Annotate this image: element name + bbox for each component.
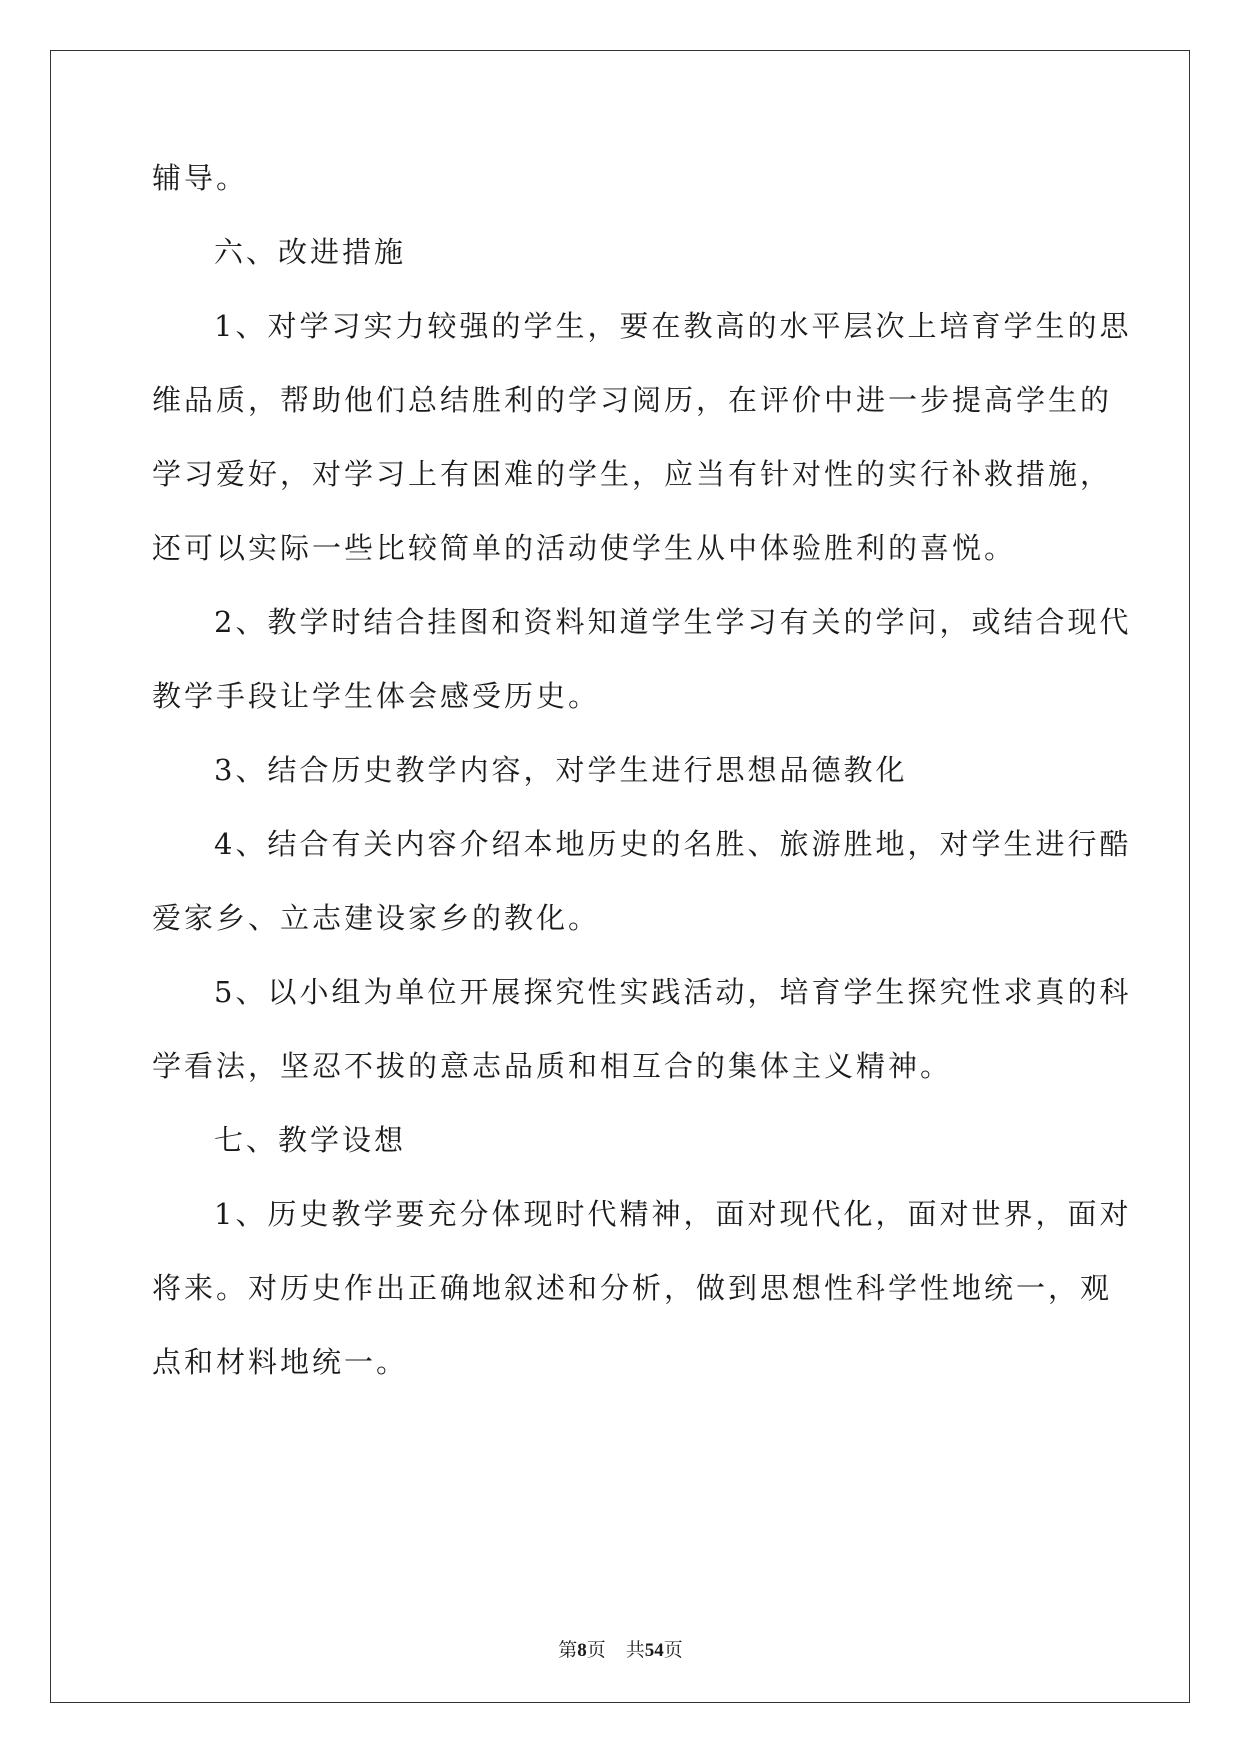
section-heading: 六、改进措施 xyxy=(214,235,407,269)
page-footer xyxy=(0,1635,1241,1662)
page-border xyxy=(50,50,1190,1703)
paragraph-line: 还可以实际一些比较简单的活动使学生从中体验胜利的喜悦。 xyxy=(152,531,1017,565)
paragraph-line: 爱家乡、立志建设家乡的教化。 xyxy=(152,901,601,935)
total-pages: 54 xyxy=(644,1640,664,1661)
page-suffix: 页 xyxy=(586,1640,606,1661)
paragraph-line: 教学手段让学生体会感受历史。 xyxy=(152,679,601,713)
paragraph-line: 点和材料地统一。 xyxy=(152,1345,409,1379)
paragraph-line: 辅导。 xyxy=(152,161,249,195)
paragraph-line: 学习爱好，对学习上有困难的学生，应当有针对性的实行补救措施， xyxy=(152,457,1113,491)
page-prefix: 第 xyxy=(558,1640,578,1661)
paragraph-line: 1、对学习实力较强的学生，要在教高的水平层次上培育学生的思 xyxy=(214,309,1132,343)
paragraph-line: 3、结合历史教学内容，对学生进行思想品德教化 xyxy=(214,753,908,787)
paragraph-line: 5、以小组为单位开展探究性实践活动，培育学生探究性求真的科 xyxy=(214,975,1132,1009)
paragraph-line: 2、教学时结合挂图和资料知道学生学习有关的学问，或结合现代 xyxy=(214,605,1132,639)
section-heading: 七、教学设想 xyxy=(214,1123,407,1157)
total-suffix: 页 xyxy=(663,1640,683,1661)
paragraph-line: 学看法，坚忍不拔的意志品质和相互合的集体主义精神。 xyxy=(152,1049,953,1083)
paragraph-line: 1、历史教学要充分体现时代精神，面对现代化，面对世界，面对 xyxy=(214,1197,1132,1231)
paragraph-line: 将来。对历史作出正确地叙述和分析，做到思想性科学性地统一，观 xyxy=(152,1271,1113,1305)
paragraph-line: 4、结合有关内容介绍本地历史的名胜、旅游胜地，对学生进行酷 xyxy=(214,827,1132,861)
total-prefix: 共 xyxy=(625,1640,645,1661)
page-number: 8 xyxy=(577,1640,587,1661)
paragraph-line: 维品质，帮助他们总结胜利的学习阅历，在评价中进一步提高学生的 xyxy=(152,383,1113,417)
